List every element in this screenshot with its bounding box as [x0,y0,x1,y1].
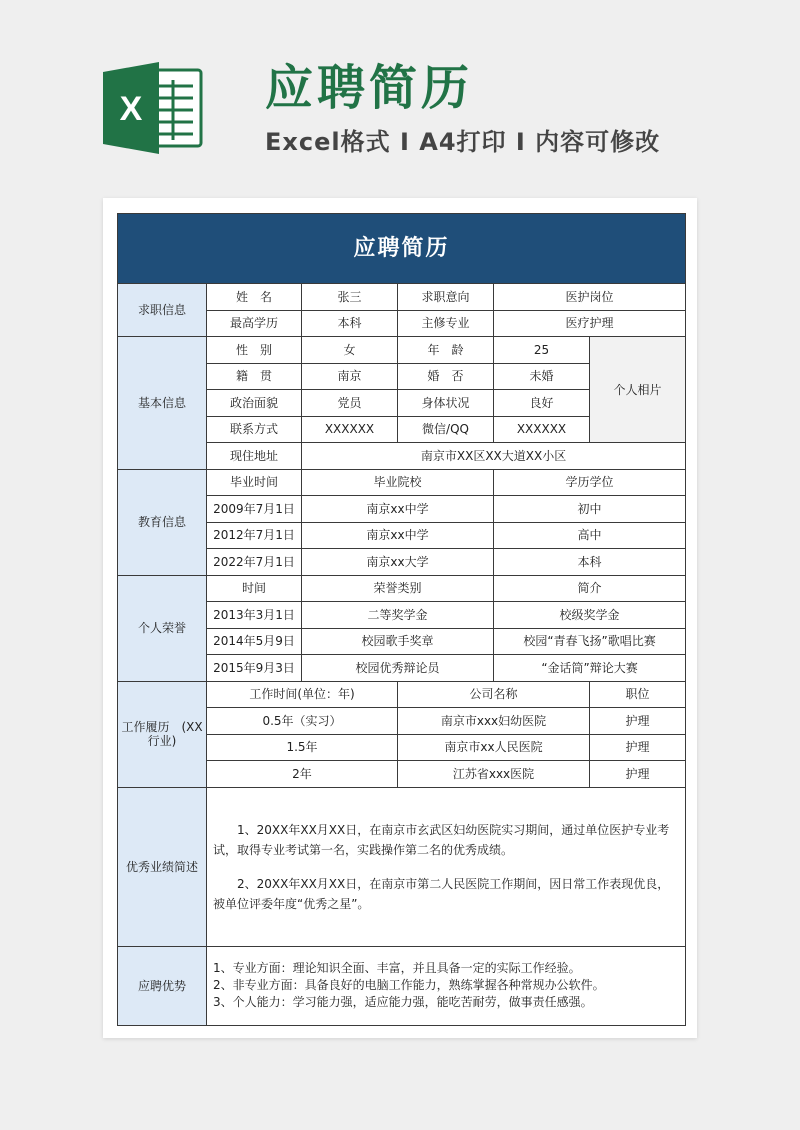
name-value[interactable]: 张三 [302,284,398,311]
honor-cell[interactable]: 2015年9月3日 [207,655,302,682]
work-header: 工作时间(单位：年) [207,681,398,708]
honor-cell[interactable]: 2014年5月9日 [207,628,302,655]
contact-value[interactable]: XXXXXX [302,416,398,443]
excel-logo-icon [103,62,203,154]
work-cell[interactable]: 护理 [590,761,686,788]
honor-cell[interactable]: 校园歌手奖章 [302,628,494,655]
marital-value[interactable]: 未婚 [494,363,590,390]
edu-cell[interactable]: 南京xx中学 [302,496,494,523]
edu-label: 最高学历 [207,310,302,337]
edu-cell[interactable]: 本科 [494,549,686,576]
work-cell[interactable]: 1.5年 [207,734,398,761]
achievements-text[interactable] [207,787,686,946]
honor-header: 简介 [494,575,686,602]
address-label: 现住地址 [207,443,302,470]
achievement-item: 1、20XX年XX月XX日，在南京市玄武区妇幼医院实习期间，通过单位医护专业考试，取得专业考试第一名，实践操作第二名的优秀成绩。 [213,822,670,857]
edu-header: 毕业时间 [207,469,302,496]
edu-value[interactable]: 本科 [302,310,398,337]
political-label: 政治面貌 [207,390,302,417]
section-honors: 个人荣誉 [118,575,207,681]
work-header: 公司名称 [398,681,590,708]
resume-table [117,213,686,1026]
age-value[interactable]: 25 [494,337,590,364]
photo-placeholder[interactable]: 个人相片 [590,337,686,443]
edu-cell[interactable]: 高中 [494,522,686,549]
page-subtitle: Excel格式 I A4打印 I 内容可修改 [265,128,661,156]
gender-label: 性 别 [207,337,302,364]
age-label: 年 龄 [398,337,494,364]
work-cell[interactable]: 0.5年（实习） [207,708,398,735]
major-label: 主修专业 [398,310,494,337]
work-cell[interactable]: 江苏省xxx医院 [398,761,590,788]
honor-header: 荣誉类别 [302,575,494,602]
edu-cell[interactable]: 2009年7月1日 [207,496,302,523]
honor-cell[interactable]: 校园“青春飞扬”歌唱比赛 [494,628,686,655]
honor-cell[interactable]: 2013年3月1日 [207,602,302,629]
gender-value[interactable]: 女 [302,337,398,364]
work-cell[interactable]: 南京市xxx妇幼医院 [398,708,590,735]
edu-cell[interactable]: 南京xx大学 [302,549,494,576]
strength-item: 1、专业方面：理论知识全面、丰富，并且具备一定的实际工作经验。 [213,961,581,975]
edu-header: 毕业院校 [302,469,494,496]
page-title: 应聘简历 [265,60,474,116]
work-cell[interactable]: 2年 [207,761,398,788]
address-value[interactable]: 南京市XX区XX大道XX小区 [302,443,686,470]
edu-cell[interactable]: 2012年7月1日 [207,522,302,549]
edu-cell[interactable]: 南京xx中学 [302,522,494,549]
wechat-label: 微信/QQ [398,416,494,443]
intent-value[interactable]: 医护岗位 [494,284,686,311]
work-cell[interactable]: 护理 [590,734,686,761]
section-basic: 基本信息 [118,337,207,470]
honor-cell[interactable]: 校级奖学金 [494,602,686,629]
intent-label: 求职意向 [398,284,494,311]
health-value[interactable]: 良好 [494,390,590,417]
edu-header: 学历学位 [494,469,686,496]
name-label: 姓 名 [207,284,302,311]
resume-title: 应聘简历 [118,214,686,284]
section-work: 工作履历 (XX行业) [118,681,207,787]
strengths-text[interactable] [207,946,686,1025]
section-education: 教育信息 [118,469,207,575]
origin-label: 籍 贯 [207,363,302,390]
section-achievements: 优秀业绩简述 [118,787,207,946]
strength-item: 3、个人能力：学习能力强，适应能力强，能吃苦耐劳，做事责任感强。 [213,995,593,1009]
strength-item: 2、非专业方面：具备良好的电脑工作能力，熟练掌握各种常规办公软件。 [213,978,605,992]
wechat-value[interactable]: XXXXXX [494,416,590,443]
edu-cell[interactable]: 2022年7月1日 [207,549,302,576]
work-header: 职位 [590,681,686,708]
achievement-item: 2、20XX年XX月XX日，在南京市第二人民医院工作期间，因日常工作表现优良，被单位评委年度“优秀之星”。 [213,876,670,911]
honor-cell[interactable]: “金话筒”辩论大赛 [494,655,686,682]
political-value[interactable]: 党员 [302,390,398,417]
honor-header: 时间 [207,575,302,602]
work-cell[interactable]: 南京市xx人民医院 [398,734,590,761]
work-cell[interactable]: 护理 [590,708,686,735]
origin-value[interactable]: 南京 [302,363,398,390]
section-strengths: 应聘优势 [118,946,207,1025]
edu-cell[interactable]: 初中 [494,496,686,523]
honor-cell[interactable]: 校园优秀辩论员 [302,655,494,682]
marital-label: 婚 否 [398,363,494,390]
section-job: 求职信息 [118,284,207,337]
contact-label: 联系方式 [207,416,302,443]
major-value[interactable]: 医疗护理 [494,310,686,337]
logo-letter: X [119,90,143,128]
honor-cell[interactable]: 二等奖学金 [302,602,494,629]
health-label: 身体状况 [398,390,494,417]
